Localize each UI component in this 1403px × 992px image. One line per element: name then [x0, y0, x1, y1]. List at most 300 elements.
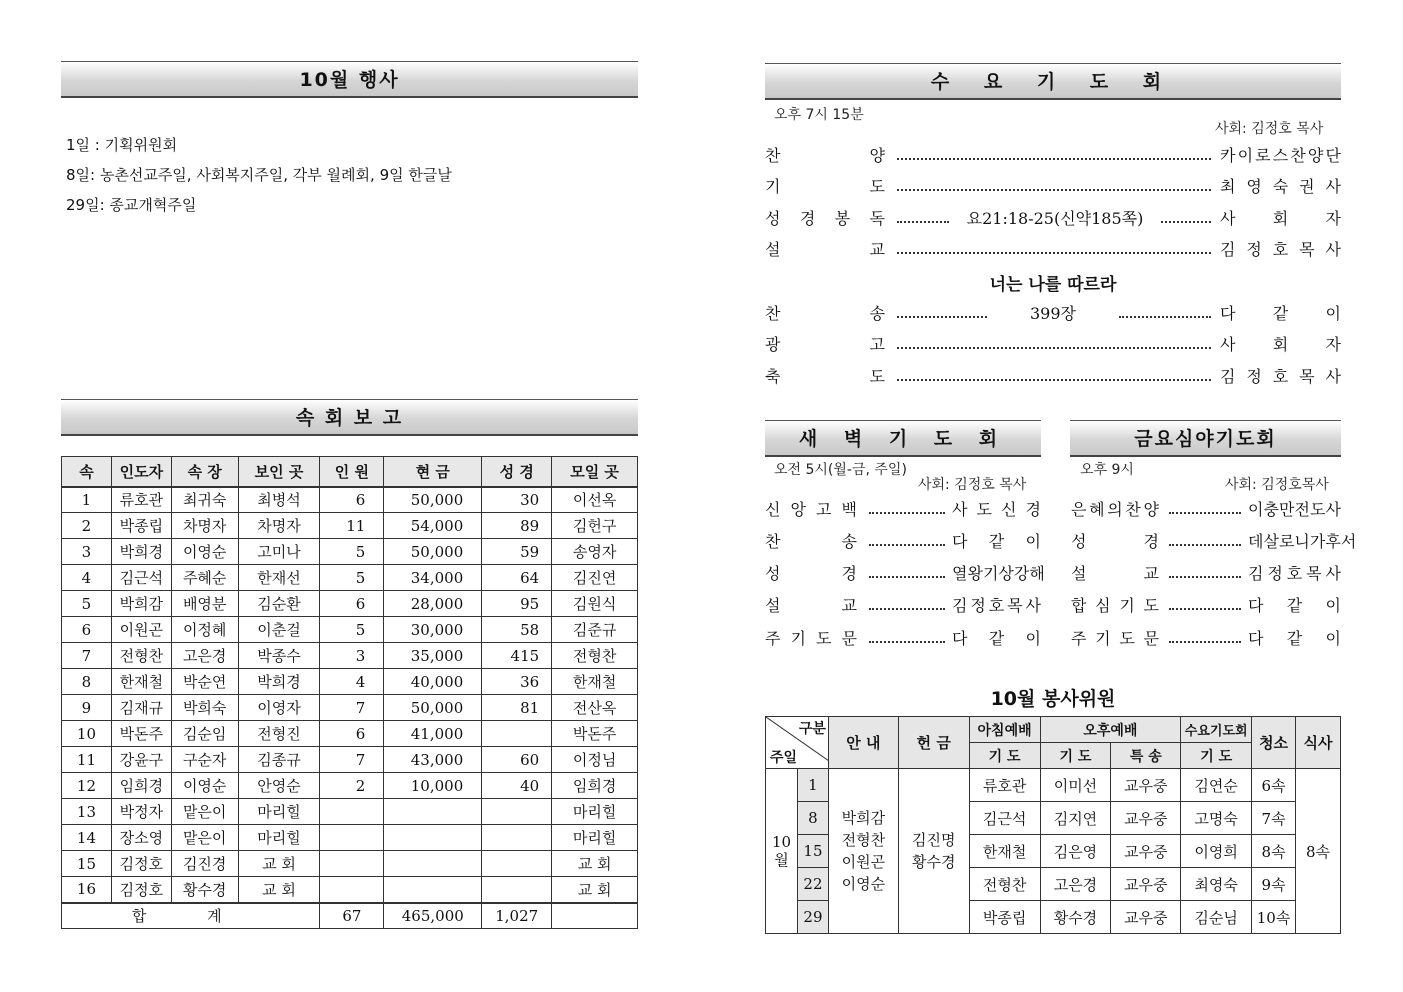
- glyph: 기: [982, 564, 999, 583]
- glyph: 다: [952, 629, 968, 648]
- h-special: 특 송: [1111, 743, 1181, 769]
- dot-leader: [1169, 544, 1241, 546]
- friday-time: 오후 9시: [1080, 462, 1134, 478]
- glyph: 회: [1272, 335, 1289, 354]
- dot-leader: [1169, 608, 1241, 610]
- glyph: 카: [1220, 146, 1236, 165]
- glyph: 도: [1119, 629, 1135, 648]
- dot-leader: [869, 544, 945, 546]
- total-bible: 1,027: [482, 903, 552, 929]
- table-cell: 2: [62, 513, 112, 539]
- table-cell: 임희경: [111, 773, 171, 799]
- col-header: 현 금: [384, 457, 482, 487]
- table-cell: 배영분: [171, 591, 238, 617]
- table-cell: 6: [320, 721, 384, 747]
- table-cell: 박종수: [238, 643, 320, 669]
- table-cell: 김원식: [552, 591, 638, 617]
- glyph: 찬: [765, 532, 781, 551]
- table-row: [62, 695, 638, 721]
- glyph: 도: [976, 500, 992, 519]
- order-label: [765, 144, 885, 168]
- total-empty: [552, 903, 638, 929]
- dot-leader: [869, 576, 945, 578]
- glyph: 합: [1071, 596, 1087, 615]
- glyph: 혜: [1089, 500, 1105, 519]
- glyph: 열: [952, 564, 968, 583]
- order-value: [1248, 562, 1341, 586]
- glyph: 다: [1248, 629, 1264, 648]
- glyph: 호: [1286, 564, 1303, 583]
- table-cell: 한재철: [552, 669, 638, 695]
- volunteers-table: [765, 716, 1341, 934]
- glyph: 찬: [765, 304, 781, 323]
- order-value: [1220, 333, 1341, 357]
- table-cell: 28,000: [384, 591, 482, 617]
- table-cell: 전형찬: [111, 643, 171, 669]
- dot-leader: [897, 221, 949, 223]
- dot-leader: [897, 189, 1211, 191]
- table-cell: 9: [62, 695, 112, 721]
- order-label: [765, 175, 885, 199]
- vol-guides: [828, 769, 898, 934]
- glyph: 살: [1263, 532, 1279, 551]
- table-cell: [482, 721, 552, 747]
- vol-row: [766, 769, 1341, 802]
- table-cell: 김재규: [111, 695, 171, 721]
- events-header: [61, 61, 638, 98]
- dot-leader: [1161, 221, 1211, 223]
- glyph: 기: [765, 177, 781, 196]
- table-cell: 교 회: [238, 877, 320, 903]
- table-cell: 김순환: [238, 591, 320, 617]
- table-cell: [482, 825, 552, 851]
- dot-leader: [897, 379, 1211, 381]
- table-cell: 이춘걸: [238, 617, 320, 643]
- table-cell: 박돈주: [111, 721, 171, 747]
- table-cell: 김진경: [171, 851, 238, 877]
- guide-name: 전형찬: [841, 831, 886, 849]
- wednesday-time: 오후 7시 15분: [774, 107, 864, 123]
- table-cell: [320, 825, 384, 851]
- order-value: [1248, 594, 1341, 618]
- glyph: 사: [1325, 240, 1341, 259]
- table-cell: 81: [482, 695, 552, 721]
- glyph: 사: [1325, 367, 1341, 386]
- glyph: 고: [869, 335, 885, 354]
- vol-morning: 한재철: [969, 835, 1040, 868]
- col-header: 속: [62, 457, 112, 487]
- col-header: 성 경: [482, 457, 552, 487]
- vol-wed: 최영숙: [1181, 868, 1252, 901]
- glyph: 정: [1246, 240, 1262, 259]
- glyph: 이: [1237, 146, 1254, 165]
- order-value: [952, 562, 1045, 586]
- glyph: 호: [1272, 240, 1289, 259]
- glyph: 영: [1246, 177, 1262, 196]
- table-cell: 황수경: [171, 877, 238, 903]
- order-value: [952, 594, 1041, 618]
- vol-special: 교우중: [1111, 901, 1181, 934]
- glyph: 송: [841, 532, 857, 551]
- vol-special: 교우중: [1111, 835, 1181, 868]
- glyph: 같: [1286, 596, 1303, 615]
- glyph: 같: [1286, 629, 1303, 648]
- col-header: 모일 곳: [552, 457, 638, 487]
- glyph: 다: [952, 532, 968, 551]
- glyph: 설: [765, 596, 781, 615]
- event-item: 29일: 종교개혁주일: [66, 196, 197, 214]
- vol-header-row-1: [766, 717, 1341, 743]
- order-value: [952, 498, 1041, 522]
- total-people: 67: [320, 903, 384, 929]
- glyph: 신: [765, 500, 781, 519]
- table-cell: 30,000: [384, 617, 482, 643]
- table-cell: [482, 851, 552, 877]
- h-clean: 청소: [1252, 717, 1296, 769]
- h-wednesday: 수요기도회: [1181, 717, 1252, 743]
- table-cell: 89: [482, 513, 552, 539]
- order-label: [765, 238, 885, 262]
- order-value: [1220, 365, 1341, 389]
- vol-special: 교우중: [1111, 868, 1181, 901]
- offering-name: 황수경: [911, 853, 956, 871]
- glyph: 은: [1071, 500, 1087, 519]
- glyph: 김: [1220, 240, 1236, 259]
- glyph: 사: [1325, 177, 1341, 196]
- order-label: [1071, 627, 1159, 651]
- table-row: [62, 669, 638, 695]
- glyph: 호: [1272, 367, 1289, 386]
- dawn-header: [765, 420, 1041, 457]
- glyph: 충: [1263, 500, 1279, 519]
- total-label: 합 계: [62, 903, 320, 929]
- table-cell: 박희숙: [171, 695, 238, 721]
- table-cell: 한재철: [111, 669, 171, 695]
- table-cell: 마리힐: [238, 799, 320, 825]
- table-cell: 3: [320, 643, 384, 669]
- order-label: [1071, 498, 1159, 522]
- glyph: 경: [1025, 500, 1041, 519]
- order-label: [765, 594, 857, 618]
- table-cell: 박종립: [111, 513, 171, 539]
- order-label: [765, 207, 885, 231]
- table-cell: 30: [482, 487, 552, 513]
- h-meal: 식사: [1296, 717, 1341, 769]
- dot-leader: [1169, 576, 1241, 578]
- events-title: 10월 행사: [299, 69, 400, 91]
- col-header: 보인 곳: [238, 457, 320, 487]
- order-label: [765, 498, 857, 522]
- vol-morning: 김근석: [969, 802, 1040, 835]
- glyph: 자: [1325, 209, 1341, 228]
- h-morning: 아침예배: [969, 717, 1040, 743]
- table-cell: 김준규: [552, 617, 638, 643]
- table-cell: 34,000: [384, 565, 482, 591]
- glyph: 찬: [1125, 500, 1141, 519]
- table-cell: 최귀숙: [171, 487, 238, 513]
- glyph: 교: [841, 596, 857, 615]
- vol-wed: 김순님: [1181, 901, 1252, 934]
- corner-top: 구분: [798, 721, 826, 737]
- glyph: 문: [1143, 629, 1159, 648]
- wednesday-header: [765, 63, 1341, 100]
- table-cell: 마리힐: [552, 825, 638, 851]
- guide-name: 박희감: [841, 809, 886, 827]
- glyph: 양: [1307, 146, 1324, 165]
- table-cell: 장소영: [111, 825, 171, 851]
- table-cell: 7: [320, 695, 384, 721]
- table-cell: [320, 799, 384, 825]
- table-cell: 이원곤: [111, 617, 171, 643]
- table-cell: 95: [482, 591, 552, 617]
- glyph: 도: [1310, 500, 1326, 519]
- sermon-title: 너는 나를 따르라: [989, 275, 1117, 295]
- h-prayer: 기 도: [969, 743, 1040, 769]
- dot-leader: [897, 347, 1211, 349]
- table-cell: 50,000: [384, 539, 482, 565]
- table-cell: 김정호: [111, 851, 171, 877]
- col-header: 인도자: [111, 457, 171, 487]
- table-cell: 박희감: [111, 591, 171, 617]
- table-cell: 5: [320, 565, 384, 591]
- table-cell: 43,000: [384, 747, 482, 773]
- dawn-time: 오전 5시(월-금, 주일): [774, 462, 907, 478]
- table-cell: 35,000: [384, 643, 482, 669]
- table-row: [62, 513, 638, 539]
- table-row: [62, 825, 638, 851]
- table-cell: 41,000: [384, 721, 482, 747]
- table-cell: 50,000: [384, 695, 482, 721]
- glyph: 사: [1325, 500, 1341, 519]
- glyph: 사: [952, 500, 968, 519]
- dot-leader: [869, 608, 945, 610]
- order-value: [1220, 302, 1341, 326]
- vol-clean: 10속: [1252, 901, 1296, 934]
- table-cell: 12: [62, 773, 112, 799]
- table-cell: 강윤구: [111, 747, 171, 773]
- table-cell: 1: [62, 487, 112, 513]
- order-label: [1071, 594, 1159, 618]
- event-item: 8일: 농촌선교주일, 사회복지주일, 각부 월례회, 9일 한글날: [66, 166, 452, 184]
- order-label: [765, 302, 885, 326]
- table-row: [62, 799, 638, 825]
- glyph: 만: [1279, 500, 1295, 519]
- table-row: [62, 591, 638, 617]
- dawn-host: 사회: 김정호 목사: [918, 477, 1027, 493]
- table-cell: 안영순: [238, 773, 320, 799]
- table-cell: 박정자: [111, 799, 171, 825]
- dot-leader: [897, 316, 987, 318]
- table-row: [62, 877, 638, 903]
- glyph: 회: [1272, 209, 1289, 228]
- glyph: 정: [970, 596, 986, 615]
- table-cell: 54,000: [384, 513, 482, 539]
- glyph: 이: [1248, 500, 1264, 519]
- table-cell: 박희경: [111, 539, 171, 565]
- glyph: 광: [765, 335, 781, 354]
- table-row: [62, 747, 638, 773]
- table-cell: 13: [62, 799, 112, 825]
- vol-day: 29: [797, 901, 828, 934]
- table-cell: 김근석: [111, 565, 171, 591]
- table-cell: 맡은이: [171, 799, 238, 825]
- table-cell: 40,000: [384, 669, 482, 695]
- table-cell: 6: [320, 591, 384, 617]
- table-cell: [482, 877, 552, 903]
- glyph: 앙: [790, 500, 806, 519]
- vol-aft-prayer: 김은영: [1040, 835, 1111, 868]
- vol-aft-prayer: 김지연: [1040, 802, 1111, 835]
- table-cell: 40: [482, 773, 552, 799]
- table-cell: 5: [320, 539, 384, 565]
- glyph: 교: [1143, 564, 1159, 583]
- dot-leader: [869, 641, 945, 643]
- glyph: 사: [1025, 596, 1041, 615]
- glyph: 목: [1007, 596, 1023, 615]
- glyph: 양: [1143, 500, 1159, 519]
- glyph: 백: [841, 500, 857, 519]
- table-cell: 김순임: [171, 721, 238, 747]
- glyph: 주: [765, 629, 781, 648]
- table-cell: 이영순: [171, 539, 238, 565]
- table-cell: 415: [482, 643, 552, 669]
- table-row: [62, 487, 638, 513]
- table-cell: [384, 825, 482, 851]
- col-header: 속 장: [171, 457, 238, 487]
- glyph: 기: [1119, 596, 1135, 615]
- table-cell: 김종규: [238, 747, 320, 773]
- table-row: [62, 773, 638, 799]
- glyph: 다: [1220, 304, 1236, 323]
- table-cell: 4: [62, 565, 112, 591]
- table-cell: 7: [62, 643, 112, 669]
- table-cell: 박순연: [171, 669, 238, 695]
- table-cell: 11: [62, 747, 112, 773]
- h-guide: 안 내: [828, 717, 898, 769]
- report-total-row: [62, 903, 638, 929]
- volunteers-title: 10월 봉사위원: [990, 688, 1116, 710]
- table-cell: 차명자: [171, 513, 238, 539]
- order-label: [765, 333, 885, 357]
- table-row: [62, 565, 638, 591]
- table-cell: 15: [62, 851, 112, 877]
- vol-special: 교우중: [1111, 769, 1181, 802]
- vol-morning: 전형찬: [969, 868, 1040, 901]
- vol-morning: 박종립: [969, 901, 1040, 934]
- table-cell: 이정혜: [171, 617, 238, 643]
- glyph: 사: [1220, 209, 1236, 228]
- table-cell: 6: [320, 487, 384, 513]
- dot-leader: [897, 158, 1211, 160]
- vol-clean: 8속: [1252, 835, 1296, 868]
- glyph: 이: [1325, 596, 1341, 615]
- table-cell: 전형진: [238, 721, 320, 747]
- glyph: 정: [1267, 564, 1283, 583]
- order-value: [1220, 175, 1341, 199]
- order-value: [952, 530, 1041, 554]
- vol-month: 10월: [766, 769, 798, 934]
- table-row: [62, 721, 638, 747]
- table-cell: 58: [482, 617, 552, 643]
- glyph: 다: [1248, 596, 1264, 615]
- glyph: 목: [1299, 367, 1315, 386]
- vol-wed: 이영희: [1181, 835, 1252, 868]
- glyph: 송: [869, 304, 885, 323]
- glyph: 사: [1220, 335, 1236, 354]
- vol-meal: 8속: [1296, 769, 1341, 934]
- vol-day: 22: [797, 868, 828, 901]
- glyph: 같: [988, 532, 1005, 551]
- report-title: 속 회 보 고: [295, 407, 404, 429]
- table-cell: 차명자: [238, 513, 320, 539]
- glyph: 목: [1306, 564, 1322, 583]
- glyph: 이: [1025, 532, 1041, 551]
- order-value: [1248, 627, 1341, 651]
- table-cell: 교 회: [552, 851, 638, 877]
- guide-name: 이원곤: [841, 853, 886, 871]
- glyph: 데: [1248, 532, 1264, 551]
- dot-leader: [1169, 641, 1241, 643]
- order-value: [1248, 530, 1357, 554]
- vol-aft-prayer: 고은경: [1040, 868, 1111, 901]
- vol-aft-prayer: 이미선: [1040, 769, 1111, 802]
- dawn-title: 새 벽 기 도 회: [798, 428, 1008, 450]
- glyph: 신: [1001, 500, 1017, 519]
- vol-morning: 류호관: [969, 769, 1040, 802]
- vol-clean: 9속: [1252, 868, 1296, 901]
- dot-leader: [1119, 316, 1211, 318]
- vol-wed: 고명숙: [1181, 802, 1252, 835]
- glyph: 이: [1325, 629, 1341, 648]
- glyph: 기: [790, 629, 806, 648]
- table-cell: 11: [320, 513, 384, 539]
- wednesday-host: 사회: 김정호 목사: [1215, 121, 1324, 137]
- glyph: 단: [1325, 146, 1341, 165]
- glyph: 고: [816, 500, 832, 519]
- glyph: 도: [816, 629, 832, 648]
- order-label: [1071, 530, 1159, 554]
- table-cell: 5: [320, 617, 384, 643]
- report-table: [61, 456, 638, 929]
- glyph: 기: [1095, 629, 1111, 648]
- glyph: 도: [869, 367, 885, 386]
- table-cell: 36: [482, 669, 552, 695]
- order-value: [952, 627, 1041, 651]
- corner-cell: [766, 717, 829, 769]
- table-cell: 맡은이: [171, 825, 238, 851]
- order-value: [1220, 144, 1341, 168]
- order-value: [1220, 238, 1341, 262]
- vol-day: 1: [797, 769, 828, 802]
- table-cell: 최병석: [238, 487, 320, 513]
- table-cell: 류호관: [111, 487, 171, 513]
- table-cell: 60: [482, 747, 552, 773]
- table-cell: 2: [320, 773, 384, 799]
- order-middle: 요21:18-25(신약185쪽): [966, 209, 1144, 228]
- table-cell: 14: [62, 825, 112, 851]
- glyph: 왕: [967, 564, 983, 583]
- glyph: 사: [1325, 564, 1341, 583]
- glyph: 이: [1025, 629, 1041, 648]
- table-cell: 이영자: [238, 695, 320, 721]
- table-cell: 이선옥: [552, 487, 638, 513]
- glyph: 축: [765, 367, 781, 386]
- h-prayer: 기 도: [1181, 743, 1252, 769]
- glyph: 도: [1143, 596, 1159, 615]
- h-afternoon: 오후예배: [1040, 717, 1181, 743]
- glyph: 서: [1340, 532, 1357, 551]
- glyph: 목: [1299, 240, 1315, 259]
